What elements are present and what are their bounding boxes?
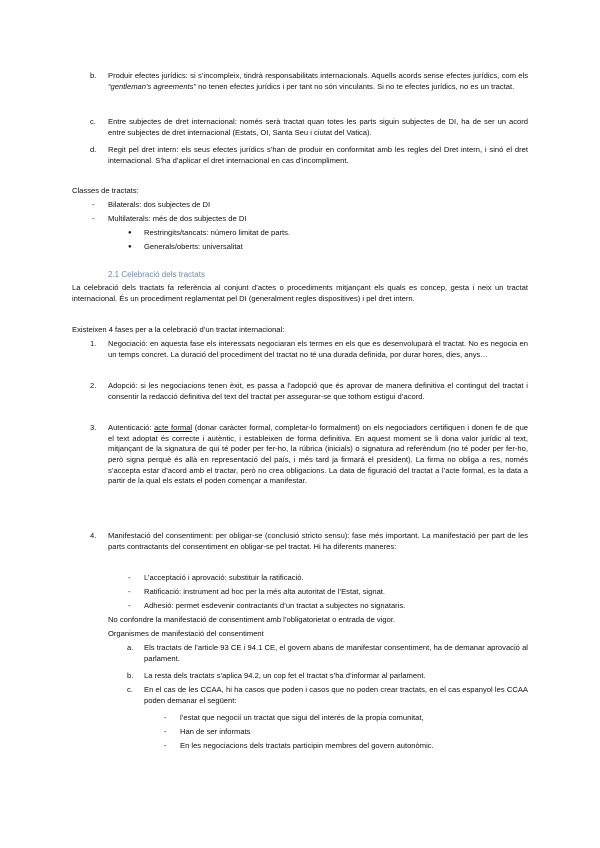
phase-adopcio: Adopció: si les negociacions tenen èxit, es passa a l’adopció que és aprovar de manera definitiva el contingut del tractat i consentir la redacció definitiva del text del tractat per assegurar-se que tothom estigui d’acord. <box>108 381 528 401</box>
classes-marker-1: - <box>92 200 95 209</box>
phase-negociacio: Negociació: en aquesta fase els interessats negociaran els termes en els que es desenvoluparà el tractat. No es negocia en un temps concret. La duració del procediment del tractat no té una durada definida, por durar hores, dies, anys… <box>108 339 528 359</box>
phases-intro: Existeixen 4 fases per a la celebració d’un tractat internacional: <box>72 325 285 334</box>
organ-marker-b: b. <box>127 671 134 680</box>
classes-item-bilaterals: Bilaterals: dos subjectes de DI <box>108 200 211 209</box>
list-item-d: Regit pel dret intern: els seus efectes jurídics s’han de produir en conformitat amb les regles del Dret intern, i sinó el dret internacional. S’ha d’aplicar el dret internacional en cas d’incompliment. <box>108 145 528 165</box>
classes-subitem-generals: Generals/oberts: universalitat <box>144 242 243 251</box>
organ-subitem-informats: Han de ser informats <box>180 727 251 736</box>
phase-autenticacio-underlined: acte formal <box>154 423 193 432</box>
organs-title: Organismes de manifestació del consentiment <box>108 629 264 638</box>
classes-marker-2: - <box>92 214 95 223</box>
manner-marker-1: - <box>128 573 131 582</box>
section-intro: La celebració dels tractats fa referència al conjunt d’actes o procediments mitjançant els quals es concep, gesta i neix un tractat internacional. És un procediment reglamentat pel DI (generalment regles dispositives) i pel dret intern. <box>72 283 528 303</box>
phase-manifestacio: Manifestació del consentiment: per obligar-se (conclusió stricto sensu): fase més important. La manifestació per part de les parts contractants del consentiment en obligar-se pel tractat. Hi ha diferents maneres: <box>108 531 528 551</box>
organ-marker-a: a. <box>127 643 134 652</box>
manner-marker-3: - <box>128 601 131 610</box>
classes-subitem-restringits: Restringits/tancats: número limitat de parts. <box>144 228 291 237</box>
bullet-restringits: ● <box>128 230 132 236</box>
list-item-b-text-end: no tenen efectes jurídics i per tant no són vinculants. Si no te efectes jurídics, no es un tractat. <box>195 81 515 91</box>
phase-marker-1: 1. <box>90 339 97 348</box>
list-marker-c: c. <box>90 117 96 126</box>
list-item-c: Entre subjectes de dret internacional: només serà tractat quan totes les parts siguin subjectes de DI, ha de ser un acord entre subjectes de dret internacional (Estats, OI, Santa Seu i ciutat del Vatica). <box>108 117 528 137</box>
classes-title: Classes de tractats: <box>72 186 139 195</box>
phase-autenticacio <box>108 423 528 487</box>
list-item-b <box>108 71 528 92</box>
organ-item-c: En el cas de les CCAA, hi ha casos que poden i casos que no poden crear tractats, en el cas espanyol les CCAA poden demanar el següent: <box>144 685 528 705</box>
consent-note: No confondre la manifestació de consentiment amb l’obligatorietat o entrada de vigor. <box>108 615 396 624</box>
phase-marker-2: 2. <box>90 381 97 390</box>
organ-subitem-participin: En les negociacions dels tractats participin membres del govern autonòmic. <box>180 741 434 750</box>
list-item-b-text: Produir efectes jurídics: si s’incompleix, tindrà responsabilitats internacionals. Aquells acords sense efectes jurídics, com els <box>108 71 528 80</box>
phase-marker-3: 3. <box>90 423 97 432</box>
organ-item-b: La resta dels tractats s’aplica 94.2, un cop fet el tractat s’ha d’informar al parlament. <box>144 671 426 680</box>
manner-acceptacio: L’acceptació i aprovació: substituir la ratificació. <box>144 573 304 582</box>
list-marker-b: b. <box>90 71 97 80</box>
organ-subitem-negocii: l’estat que negocií un tractat que sigui del interés de la propia comunitat, <box>180 713 424 722</box>
phase-autenticacio-label: Autenticació: <box>108 423 155 432</box>
section-heading: 2.1 Celebració dels tractats <box>108 270 205 279</box>
organ-sub-marker-2: - <box>164 727 167 736</box>
phase-marker-4: 4. <box>90 531 97 540</box>
phase-autenticacio-text: (donar caràcter formal, completar-lo formalment) on els negociadors certifiquen i donen fe de que el text adoptat és correcte i autèntic, i estableixen de forma definitiva. En aquest moment se li dona valor jurídic al text, mitjançant de la signatura de qui té poder per fer-ho, la rúbrica (inicials) o signatura ad referèndum (no té poder per fer-ho, però signa perquè és allà en representació del país, i més tard ja firmarà el president). La firma no obliga a res, només s’accepta estar d’acord amb el tractar, però no crea obligacions. La data de figuració del tractat a l’acte formal, es la data a partir de la qual els estats el poden començar a manifestar. <box>108 423 529 486</box>
organ-item-a: Els tractats de l’article 93 CE i 94.1 CE, el govern abans de manifestar consentiment, ha de demanar aprovació al parlament. <box>144 643 528 663</box>
bullet-generals: ● <box>128 244 132 250</box>
classes-item-multilaterals: Multilaterals: més de dos subjectes de DI <box>108 214 247 223</box>
manner-adhesio: Adhesió: permet esdevenir contractants d’un tractat a subjectes no signataris. <box>144 601 406 610</box>
list-item-b-italic: “gentleman's agreements” <box>108 81 196 91</box>
list-marker-d: d. <box>90 145 97 154</box>
organ-sub-marker-1: - <box>164 713 167 722</box>
manner-marker-2: - <box>128 587 131 596</box>
organ-sub-marker-3: - <box>164 741 167 750</box>
organ-marker-c: c. <box>127 685 133 694</box>
manner-ratificacio: Ratificació: instrument ad hoc per la més alta autoritat de l’Estat, signat. <box>144 587 386 596</box>
